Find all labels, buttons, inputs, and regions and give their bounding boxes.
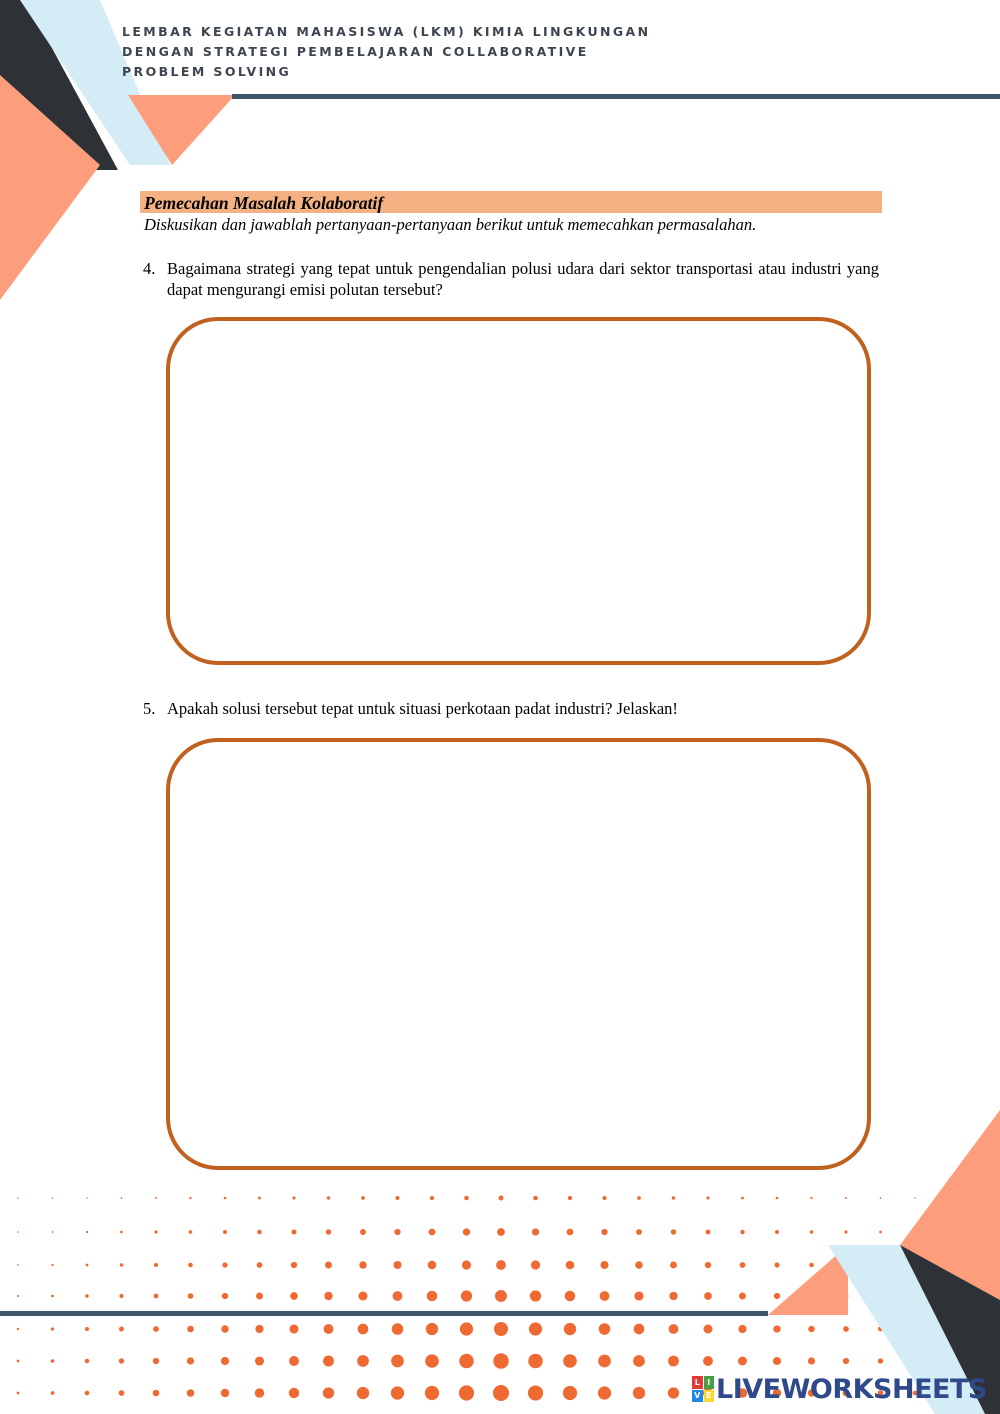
pattern-dot bbox=[291, 1262, 297, 1268]
question-text: Bagaimana strategi yang tepat untuk pengendalian polusi udara dari sektor transportasi atau industri yang dapat mengurangi emisi polutan tersebut? bbox=[167, 259, 879, 299]
pattern-dot bbox=[52, 1197, 54, 1199]
pattern-dot bbox=[532, 1228, 539, 1235]
pattern-dot bbox=[429, 1229, 436, 1236]
pattern-dot bbox=[459, 1385, 474, 1400]
pattern-dot bbox=[529, 1322, 542, 1335]
pattern-dot bbox=[119, 1327, 124, 1332]
pattern-dot bbox=[878, 1358, 883, 1363]
pattern-dot bbox=[326, 1229, 331, 1234]
pattern-dot bbox=[324, 1324, 334, 1334]
answer-box-question-5[interactable] bbox=[166, 738, 871, 1170]
pattern-dot bbox=[430, 1196, 434, 1200]
pattern-dot bbox=[528, 1385, 543, 1400]
pattern-dot bbox=[634, 1324, 645, 1335]
pattern-dot bbox=[672, 1196, 675, 1199]
pattern-dot bbox=[741, 1197, 744, 1200]
pattern-dot bbox=[740, 1230, 745, 1235]
pattern-dot bbox=[706, 1230, 711, 1235]
header-line-1: LEMBAR KEGIATAN MAHASISWA (LKM) KIMIA LINGKUNGAN bbox=[122, 24, 651, 39]
pattern-dot bbox=[360, 1229, 366, 1235]
pattern-dot bbox=[565, 1291, 575, 1301]
pattern-dot bbox=[425, 1354, 439, 1368]
pattern-dot bbox=[738, 1357, 747, 1366]
pattern-dot bbox=[879, 1231, 882, 1234]
pattern-dot bbox=[495, 1290, 507, 1302]
pattern-dot bbox=[154, 1294, 159, 1299]
pattern-dot bbox=[391, 1355, 404, 1368]
pattern-dot bbox=[808, 1357, 815, 1364]
pattern-dot bbox=[496, 1260, 506, 1270]
pattern-dot bbox=[634, 1291, 643, 1300]
pattern-dot bbox=[86, 1264, 89, 1267]
pattern-dot bbox=[563, 1354, 577, 1368]
pattern-dot bbox=[810, 1197, 812, 1199]
pattern-dot bbox=[461, 1290, 472, 1301]
pattern-dot bbox=[530, 1290, 541, 1301]
section-subtitle: Diskusikan dan jawablah pertanyaan-pertanyaan berikut untuk memecahkan permasalahan. bbox=[144, 215, 757, 234]
pattern-dot bbox=[633, 1387, 645, 1399]
pattern-dot bbox=[85, 1327, 89, 1331]
pattern-dot bbox=[222, 1293, 228, 1299]
pattern-dot bbox=[120, 1263, 123, 1266]
pattern-dot bbox=[880, 1197, 882, 1199]
pattern-dot bbox=[773, 1357, 781, 1365]
pattern-dot bbox=[187, 1326, 194, 1333]
pattern-dot bbox=[428, 1261, 437, 1270]
question-number: 4. bbox=[143, 259, 156, 278]
pattern-dot bbox=[464, 1196, 469, 1201]
pattern-dot bbox=[292, 1196, 295, 1199]
pattern-dot bbox=[357, 1355, 369, 1367]
pattern-dot bbox=[154, 1263, 158, 1267]
pattern-dot bbox=[325, 1262, 332, 1269]
pattern-dot bbox=[119, 1294, 123, 1298]
pattern-dot bbox=[528, 1354, 542, 1368]
logo-letter: I bbox=[704, 1376, 715, 1389]
pattern-dot bbox=[427, 1291, 438, 1302]
pattern-dot bbox=[670, 1262, 677, 1269]
pattern-dot bbox=[738, 1325, 746, 1333]
pattern-dot bbox=[774, 1262, 779, 1267]
pattern-dot bbox=[323, 1387, 334, 1398]
pattern-dot bbox=[566, 1261, 575, 1270]
pattern-dot bbox=[633, 1355, 645, 1367]
pattern-dot bbox=[775, 1230, 779, 1234]
pattern-dot bbox=[600, 1261, 608, 1269]
pattern-dot bbox=[668, 1387, 679, 1398]
pattern-dot bbox=[844, 1230, 847, 1233]
document-header bbox=[122, 22, 651, 82]
pattern-dot bbox=[359, 1261, 367, 1269]
pattern-dot bbox=[843, 1358, 849, 1364]
pattern-dot bbox=[51, 1295, 54, 1298]
pattern-dot bbox=[358, 1324, 369, 1335]
pattern-dot bbox=[705, 1262, 711, 1268]
pattern-dot bbox=[221, 1357, 229, 1365]
pattern-dot bbox=[189, 1230, 193, 1234]
pattern-dot bbox=[221, 1389, 230, 1398]
pattern-dot bbox=[460, 1322, 473, 1335]
pattern-dot bbox=[323, 1356, 334, 1367]
pattern-dot bbox=[914, 1197, 916, 1199]
pattern-dot bbox=[393, 1291, 403, 1301]
pattern-dot bbox=[704, 1292, 712, 1300]
pattern-dot bbox=[255, 1356, 264, 1365]
pattern-dot bbox=[51, 1391, 55, 1395]
pattern-dot bbox=[51, 1359, 55, 1363]
pattern-dot bbox=[153, 1390, 160, 1397]
pattern-dot bbox=[121, 1197, 123, 1199]
pattern-dot bbox=[257, 1230, 262, 1235]
pattern-dot bbox=[493, 1353, 508, 1368]
pattern-dot bbox=[324, 1292, 332, 1300]
pattern-dot bbox=[568, 1196, 572, 1200]
pattern-dot bbox=[567, 1229, 574, 1236]
pattern-dot bbox=[462, 1260, 471, 1269]
pattern-dot bbox=[563, 1386, 577, 1400]
question-5 bbox=[143, 698, 879, 719]
pattern-dot bbox=[635, 1261, 642, 1268]
pattern-dot bbox=[85, 1391, 90, 1396]
logo-letter: V bbox=[692, 1390, 703, 1403]
logo-letter: L bbox=[692, 1376, 703, 1389]
pattern-dot bbox=[85, 1359, 90, 1364]
pattern-dot bbox=[155, 1197, 157, 1199]
pattern-dot bbox=[224, 1197, 227, 1200]
pattern-dot bbox=[637, 1196, 641, 1200]
pattern-dot bbox=[119, 1390, 125, 1396]
pattern-dot bbox=[392, 1323, 404, 1335]
pattern-dot bbox=[223, 1230, 227, 1234]
pattern-dot bbox=[17, 1328, 19, 1330]
pattern-dot bbox=[51, 1264, 53, 1266]
pattern-dot bbox=[51, 1327, 54, 1330]
pattern-dot bbox=[289, 1388, 299, 1398]
pattern-dot bbox=[17, 1360, 20, 1363]
pattern-dot bbox=[52, 1231, 54, 1233]
pattern-dot bbox=[255, 1325, 263, 1333]
header-line-2: DENGAN STRATEGI PEMBELAJARAN COLLABORATIVE bbox=[122, 44, 589, 59]
pattern-dot bbox=[740, 1262, 746, 1268]
pattern-dot bbox=[776, 1197, 779, 1200]
pattern-dot bbox=[357, 1387, 369, 1399]
pattern-dot bbox=[601, 1229, 607, 1235]
answer-box-question-4[interactable] bbox=[166, 317, 871, 665]
question-number: 5. bbox=[143, 699, 156, 718]
section-title: Pemecahan Masalah Kolaboratif bbox=[144, 193, 384, 213]
liveworksheets-brand[interactable] bbox=[692, 1372, 987, 1406]
pattern-dot bbox=[258, 1197, 261, 1200]
pattern-dot bbox=[494, 1322, 508, 1336]
pattern-dot bbox=[188, 1293, 194, 1299]
pattern-dot bbox=[17, 1197, 19, 1199]
pattern-dot bbox=[598, 1386, 611, 1399]
pattern-dot bbox=[187, 1389, 195, 1397]
pattern-dot bbox=[845, 1197, 847, 1199]
pattern-dot bbox=[463, 1228, 470, 1235]
pattern-dot bbox=[255, 1388, 264, 1397]
pattern-dot bbox=[256, 1293, 263, 1300]
pattern-dot bbox=[636, 1229, 642, 1235]
pattern-dot bbox=[17, 1231, 19, 1233]
pattern-dot bbox=[602, 1196, 606, 1200]
pattern-dot bbox=[671, 1229, 676, 1234]
pattern-dot bbox=[739, 1293, 746, 1300]
pattern-dot bbox=[86, 1231, 88, 1233]
pattern-dot bbox=[599, 1323, 611, 1335]
pattern-dot bbox=[153, 1358, 159, 1364]
pattern-dot bbox=[289, 1324, 298, 1333]
pattern-dot bbox=[221, 1325, 228, 1332]
pattern-dot bbox=[843, 1326, 849, 1332]
pattern-dot bbox=[425, 1386, 439, 1400]
pattern-dot bbox=[187, 1357, 194, 1364]
pattern-dot bbox=[222, 1262, 227, 1267]
pattern-dot bbox=[391, 1386, 404, 1399]
pattern-dot bbox=[703, 1356, 713, 1366]
pattern-dot bbox=[774, 1293, 780, 1299]
pattern-dot bbox=[327, 1196, 330, 1199]
pattern-dot bbox=[564, 1323, 576, 1335]
logo-letter: E bbox=[704, 1390, 715, 1403]
pattern-dot bbox=[499, 1196, 504, 1201]
pattern-dot bbox=[289, 1356, 299, 1366]
pattern-dot bbox=[808, 1326, 815, 1333]
pattern-dot bbox=[600, 1291, 610, 1301]
pattern-dot bbox=[119, 1358, 124, 1363]
pattern-dot bbox=[17, 1264, 19, 1266]
pattern-dot bbox=[669, 1292, 677, 1300]
pattern-dot bbox=[120, 1231, 123, 1234]
pattern-dot bbox=[189, 1197, 191, 1199]
question-4 bbox=[143, 258, 879, 300]
pattern-dot bbox=[493, 1385, 509, 1401]
pattern-dot bbox=[810, 1230, 814, 1234]
question-text: Apakah solusi tersebut tepat untuk situasi perkotaan padat industri? Jelaskan! bbox=[167, 699, 678, 718]
pattern-dot bbox=[533, 1196, 538, 1201]
pattern-dot bbox=[85, 1294, 88, 1297]
pattern-dot bbox=[290, 1292, 298, 1300]
pattern-dot bbox=[361, 1196, 365, 1200]
pattern-dot bbox=[531, 1260, 540, 1269]
pattern-dot bbox=[17, 1295, 19, 1297]
pattern-dot bbox=[292, 1230, 297, 1235]
pattern-dot bbox=[188, 1263, 193, 1268]
pattern-dot bbox=[86, 1197, 88, 1199]
pattern-dot bbox=[394, 1229, 400, 1235]
pattern-dot bbox=[598, 1355, 611, 1368]
pattern-dot bbox=[153, 1326, 159, 1332]
pattern-dot bbox=[393, 1261, 401, 1269]
pattern-dot bbox=[773, 1325, 780, 1332]
pattern-dot bbox=[704, 1325, 713, 1334]
brand-text: LIVEWORKSHEETS bbox=[716, 1373, 987, 1405]
pattern-dot bbox=[395, 1196, 399, 1200]
pattern-dot bbox=[668, 1356, 679, 1367]
pattern-dot bbox=[809, 1263, 814, 1268]
pattern-dot bbox=[358, 1291, 367, 1300]
pattern-dot bbox=[154, 1230, 157, 1233]
liveworksheets-logo-icon bbox=[692, 1376, 714, 1402]
pattern-dot bbox=[497, 1228, 505, 1236]
pattern-dot bbox=[706, 1196, 709, 1199]
pattern-dot bbox=[426, 1323, 438, 1335]
header-line-3: PROBLEM SOLVING bbox=[122, 64, 292, 79]
pattern-dot bbox=[669, 1324, 679, 1334]
pattern-dot bbox=[459, 1354, 474, 1369]
pattern-dot bbox=[17, 1392, 20, 1395]
pattern-dot bbox=[257, 1262, 263, 1268]
